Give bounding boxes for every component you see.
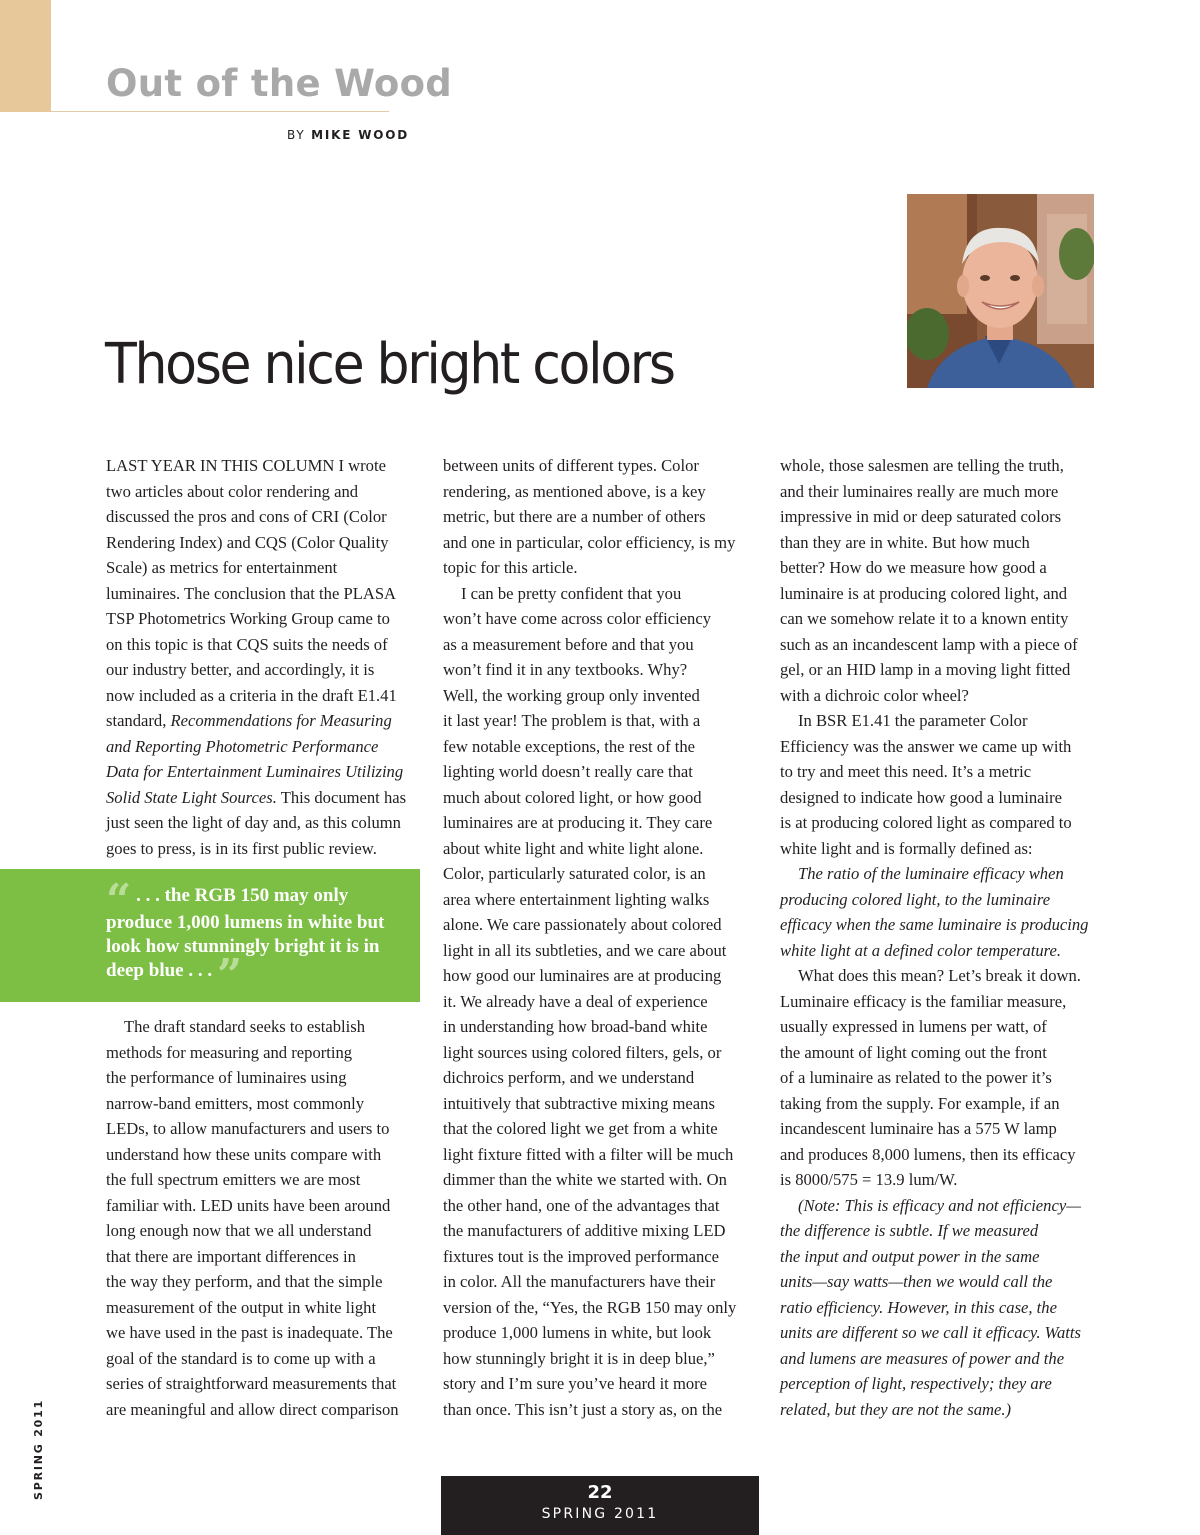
body-text: the amount of light coming out the front [780, 1042, 1047, 1062]
text-line [443, 1295, 759, 1321]
text-line [106, 479, 422, 505]
column-1-top [106, 453, 422, 861]
text-line [106, 1193, 422, 1219]
text-line [780, 989, 1096, 1015]
italic-text: (Note: This is efficacy and not efficiency— [798, 1195, 1081, 1215]
body-text: between units of different types. Color [443, 456, 699, 475]
body-text: narrow-band emitters, most commonly [106, 1093, 365, 1113]
body-text: alone. We care passionately about colored [443, 915, 722, 934]
text-line [443, 1269, 759, 1295]
body-text: is 8000/575 = 13.9 lum/W. [780, 1170, 958, 1189]
body-text: luminaires are at producing it. They care [443, 813, 713, 832]
text-line [443, 989, 759, 1015]
text-line [780, 938, 1096, 964]
body-text: than they are in white. But how much [780, 532, 1030, 552]
body-text: it. We already have a deal of experience [443, 991, 708, 1011]
text-line [106, 1167, 422, 1193]
italic-text: Data for Entertainment Luminaires Utilizing [106, 762, 404, 781]
body-text: LEDs, to allow manufacturers and users to [106, 1119, 390, 1138]
issue-label: SPRING 2011 [541, 1506, 659, 1522]
text-line [443, 1397, 759, 1423]
text-line [106, 734, 422, 760]
body-text: TSP Photometrics Working Group came to [106, 609, 390, 628]
text-line [443, 606, 759, 632]
body-text: two articles about color rendering and [106, 481, 359, 501]
text-line [443, 810, 759, 836]
text-line [780, 1397, 1096, 1423]
text-line [780, 734, 1096, 760]
body-text: on this topic is that CQS suits the needs of [106, 634, 388, 654]
text-line [780, 1142, 1096, 1168]
text-line [443, 938, 759, 964]
text-line [443, 887, 759, 913]
text-line [106, 606, 422, 632]
body-text: discussed the pros and cons of CRI (Color [106, 507, 387, 526]
body-text: designed to indicate how good a luminaire [780, 787, 1063, 807]
author-name: MIKE WOOD [311, 128, 410, 142]
body-text: of a luminaire as related to the power it’s [780, 1068, 1052, 1087]
text-line [780, 1346, 1096, 1372]
body-text: metric, but there are a number of others [443, 507, 706, 526]
body-text: intuitively that subtractive mixing means [443, 1093, 715, 1113]
article-headline: Those nice bright colors [105, 332, 674, 397]
body-text: just seen the light of day and, as this column [106, 813, 401, 832]
text-line [780, 504, 1096, 530]
text-line [780, 555, 1096, 581]
body-text: taking from the supply. For example, if an [780, 1093, 1060, 1113]
text-line [780, 1116, 1096, 1142]
body-text: The draft standard seeks to establish [124, 1017, 365, 1036]
body-text: as a measurement before and that you [443, 634, 694, 654]
text-line [780, 785, 1096, 811]
body-text: light in all its subtleties, and we care about [443, 940, 727, 960]
text-line [780, 810, 1096, 836]
text-line [106, 683, 422, 709]
text-line [780, 1167, 1096, 1193]
text-line [780, 581, 1096, 607]
body-text: that the colored light we get from a white [443, 1119, 718, 1138]
text-line [106, 530, 422, 556]
section-title: Out of the Wood [106, 62, 453, 105]
body-text: lighting world doesn’t really care that [443, 762, 693, 781]
body-text: familiar with. LED units have been around [106, 1195, 391, 1215]
text-line [443, 1142, 759, 1168]
text-line [106, 1091, 422, 1117]
pull-quote-line: produce 1,000 lumens in white but [106, 912, 385, 933]
body-text: how stunningly bright it is in deep blue,” [443, 1348, 715, 1368]
text-line [780, 657, 1096, 683]
text-line [780, 1014, 1096, 1040]
body-text: fixtures tout is the improved performance [443, 1246, 720, 1266]
body-text: light fixture fitted with a filter will be much [443, 1144, 734, 1164]
text-line [443, 1065, 759, 1091]
text-line [106, 1295, 422, 1321]
body-text: dichroics perform, and we understand [443, 1068, 695, 1087]
italic-text: units—say watts—then we would call the [780, 1272, 1053, 1291]
byline [287, 128, 409, 142]
italic-text: white light at a defined color temperature. [780, 940, 1061, 960]
text-line [443, 963, 759, 989]
text-line [443, 1116, 759, 1142]
text-line [106, 632, 422, 658]
text-line [443, 504, 759, 530]
text-line [106, 1371, 422, 1397]
body-text: are meaningful and allow direct comparison [106, 1399, 399, 1419]
text-line [106, 1269, 422, 1295]
text-line [106, 555, 422, 581]
text-line [106, 1320, 422, 1346]
body-text: What does this mean? Let’s break it down. [798, 966, 1081, 985]
text-line [443, 1193, 759, 1219]
pull-quote-line: . . . the RGB 150 may only [136, 885, 349, 906]
body-text: such as an incandescent lamp with a piece of [780, 634, 1078, 654]
body-text: we have used in the past is inadequate. The [106, 1323, 393, 1342]
body-text: about white light and white light alone. [443, 838, 704, 858]
text-line [443, 479, 759, 505]
body-text: luminaire is at producing colored light, and [780, 583, 1068, 603]
text-line [780, 1065, 1096, 1091]
text-line [106, 1014, 422, 1040]
body-text: to try and meet this need. It’s a metric [780, 762, 1032, 781]
text-line [106, 759, 422, 785]
italic-text: The ratio of the luminaire efficacy when [798, 864, 1064, 883]
body-text: in understanding how broad-band white [443, 1017, 708, 1036]
body-text: Luminaire efficacy is the familiar measure, [780, 991, 1067, 1011]
text-line [106, 504, 422, 530]
italic-text: Recommendations for Measuring [170, 711, 392, 730]
text-line [443, 632, 759, 658]
author-photo [907, 194, 1094, 388]
body-text: luminaires. The conclusion that the PLASA [106, 583, 397, 603]
text-line [106, 785, 422, 811]
column-3 [780, 453, 1096, 1422]
text-line [106, 657, 422, 683]
text-line [780, 1371, 1096, 1397]
text-line [443, 1320, 759, 1346]
italic-text: the input and output power in the same [780, 1246, 1040, 1266]
body-text: it last year! The problem is that, with a [443, 711, 701, 730]
body-text: than once. This isn’t just a story as, on the [443, 1399, 723, 1419]
column-2 [443, 453, 759, 1422]
italic-text: units are different so we call it efficacy. Watts [780, 1323, 1081, 1342]
body-text: series of straightforward measurements that [106, 1374, 397, 1393]
text-line [443, 1014, 759, 1040]
body-text: Scale) as metrics for entertainment [106, 558, 338, 577]
body-text: understand how these units compare with [106, 1144, 382, 1164]
text-line [780, 453, 1096, 479]
text-line [443, 708, 759, 734]
text-line [780, 759, 1096, 785]
body-text: won’t have come across color efficiency [443, 609, 712, 628]
body-text: the way they perform, and that the simple [106, 1272, 383, 1291]
text-line [780, 1269, 1096, 1295]
text-line [106, 1116, 422, 1142]
body-text: won’t find it in any textbooks. Why? [443, 660, 688, 679]
body-text: with a dichroic color wheel? [780, 685, 969, 705]
text-line [443, 683, 759, 709]
text-line [106, 453, 422, 479]
text-line [780, 632, 1096, 658]
column-1-bottom [106, 1014, 422, 1422]
text-line [780, 1295, 1096, 1321]
body-text: Rendering Index) and CQS (Color Quality [106, 532, 389, 552]
body-text: the performance of luminaires using [106, 1068, 347, 1087]
text-line [443, 555, 759, 581]
text-line [443, 1091, 759, 1117]
text-line [106, 708, 422, 734]
body-text: few notable exceptions, the rest of the [443, 736, 696, 756]
italic-text: Solid State Light Sources. [106, 787, 277, 807]
pull-quote-line: look how stunningly bright it is in [106, 936, 380, 957]
italic-text: ratio efficiency. However, in this case, the [780, 1297, 1057, 1317]
body-text: In BSR E1.41 the parameter Color [798, 711, 1028, 730]
body-text: goes to press, is in its first public review. [106, 838, 377, 858]
body-text: how good our luminaires are at producing [443, 966, 722, 985]
text-line [780, 912, 1096, 938]
body-text: long enough now that we all understand [106, 1221, 372, 1240]
body-text: This document has [276, 787, 407, 807]
text-line [780, 1218, 1096, 1244]
body-text: light sources using colored filters, gels, or [443, 1042, 722, 1062]
italic-text: perception of light, respectively; they are [780, 1374, 1052, 1393]
text-line [443, 1040, 759, 1066]
body-text: measurement of the output in white light [106, 1297, 377, 1317]
body-text: gel, or an HID lamp in a moving light fitted [780, 660, 1071, 679]
text-line [106, 836, 422, 862]
pull-quote-line: deep blue . . . [106, 960, 213, 981]
text-line [106, 1218, 422, 1244]
body-text: topic for this article. [443, 558, 578, 577]
text-line [106, 1065, 422, 1091]
text-line [780, 1193, 1096, 1219]
body-text: Efficiency was the answer we came up with [780, 736, 1072, 756]
text-line [443, 912, 759, 938]
byline-prefix: BY [287, 128, 306, 142]
body-text: white light and is formally defined as: [780, 838, 1033, 858]
side-issue-label: SPRING 2011 [32, 1398, 45, 1500]
body-text: that there are important differences in [106, 1246, 356, 1266]
body-text: methods for measuring and reporting [106, 1042, 353, 1062]
body-text: produce 1,000 lumens in white, but look [443, 1323, 712, 1342]
body-text: I can be pretty confident that you [461, 583, 682, 603]
text-line [443, 1346, 759, 1372]
italic-text: the difference is subtle. If we measured [780, 1221, 1039, 1240]
body-text: version of the, “Yes, the RGB 150 may only [443, 1297, 737, 1317]
text-line [780, 836, 1096, 862]
page-footer [441, 1476, 759, 1535]
body-text: Well, the working group only invented [443, 685, 700, 705]
body-text: the other hand, one of the advantages that [443, 1195, 720, 1215]
body-text: whole, those salesmen are telling the truth, [780, 456, 1064, 475]
body-text: our industry better, and accordingly, it is [106, 660, 375, 679]
body-text: usually expressed in lumens per watt, of [780, 1017, 1047, 1036]
body-text: LAST YEAR IN THIS COLUMN I wrote [106, 456, 386, 475]
text-line [106, 581, 422, 607]
text-line [106, 1040, 422, 1066]
body-text: and one in particular, color efficiency, is my [443, 532, 736, 552]
text-line [443, 734, 759, 760]
text-line [106, 1346, 422, 1372]
body-text: now included as a criteria in the draft E1.41 [106, 685, 397, 705]
italic-text: and lumens are measures of power and the [780, 1348, 1065, 1368]
pull-quote-text [106, 875, 416, 1001]
corner-tab [0, 0, 51, 112]
italic-text: producing colored light, to the luminaire [780, 889, 1051, 909]
body-text: area where entertainment lighting walks [443, 889, 710, 909]
text-line [780, 683, 1096, 709]
text-line [106, 1397, 422, 1423]
text-line [780, 963, 1096, 989]
text-line [443, 759, 759, 785]
body-text: dimmer than the white we started with. On [443, 1170, 727, 1189]
body-text: is at producing colored light as compared to [780, 813, 1072, 832]
italic-text: related, but they are not the same.) [780, 1399, 1012, 1419]
text-line [780, 708, 1096, 734]
text-line [443, 861, 759, 887]
body-text: the manufacturers of additive mixing LED [443, 1221, 726, 1240]
text-line [780, 530, 1096, 556]
page-number: 22 [587, 1482, 613, 1503]
text-line [780, 479, 1096, 505]
text-line [780, 887, 1096, 913]
text-line [443, 1218, 759, 1244]
text-line [443, 581, 759, 607]
italic-text: and Reporting Photometric Performance [106, 736, 379, 756]
body-text: Color, particularly saturated color, is an [443, 864, 706, 883]
text-line [443, 836, 759, 862]
text-line [780, 1244, 1096, 1270]
text-line [443, 1371, 759, 1397]
body-text: goal of the standard is to come up with a [106, 1348, 376, 1368]
body-text: story and I’m sure you’ve heard it more [443, 1374, 708, 1393]
italic-text: efficacy when the same luminaire is producing [780, 915, 1089, 934]
text-line [106, 810, 422, 836]
close-quote-mark: ” [216, 950, 243, 1001]
body-text: standard, [106, 711, 171, 730]
body-text: much about colored light, or how good [443, 787, 702, 807]
text-line [780, 1320, 1096, 1346]
text-line [106, 1244, 422, 1270]
body-text: and produces 8,000 lumens, then its efficacy [780, 1144, 1076, 1164]
text-line [106, 1142, 422, 1168]
header-rule [51, 111, 389, 112]
body-text: incandescent luminaire has a 575 W lamp [780, 1119, 1057, 1138]
text-line [780, 1040, 1096, 1066]
open-quote-mark: “ [106, 875, 132, 926]
body-text: better? How do we measure how good a [780, 558, 1047, 577]
text-line [780, 861, 1096, 887]
body-text: rendering, as mentioned above, is a key [443, 481, 706, 501]
body-text: the full spectrum emitters we are most [106, 1170, 361, 1189]
pull-quote [0, 869, 420, 1002]
body-text: in color. All the manufacturers have their [443, 1272, 716, 1291]
body-text: impressive in mid or deep saturated colors [780, 507, 1062, 526]
text-line [780, 1091, 1096, 1117]
text-line [443, 657, 759, 683]
body-text: can we somehow relate it to a known entity [780, 609, 1069, 628]
text-line [443, 1244, 759, 1270]
body-text: and their luminaires really are much more [780, 481, 1059, 501]
text-line [780, 606, 1096, 632]
text-line [443, 1167, 759, 1193]
text-line [443, 453, 759, 479]
text-line [443, 530, 759, 556]
text-line [443, 785, 759, 811]
